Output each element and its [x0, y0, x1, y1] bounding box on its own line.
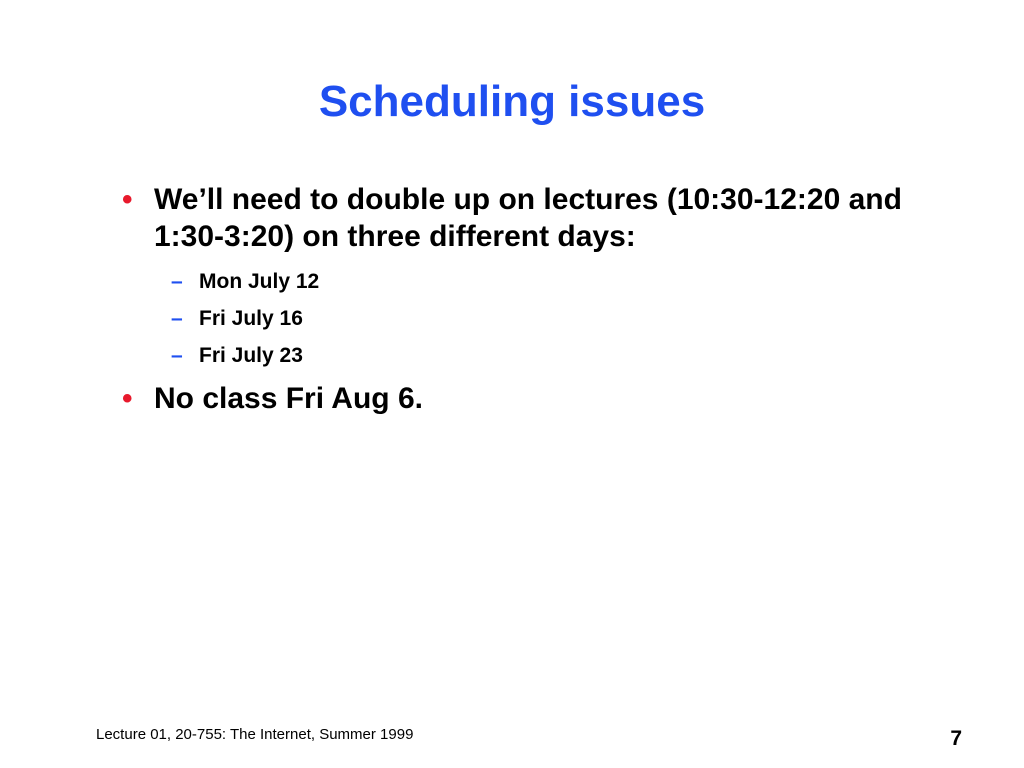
sub-bullet-item [154, 300, 918, 337]
bullet-list [118, 181, 918, 417]
bullet-item [118, 181, 918, 374]
bullet-item [118, 380, 918, 417]
bullet-text: No class Fri Aug 6. [154, 382, 423, 415]
sub-bullet-item [154, 337, 918, 374]
sub-bullet-text: Fri July 16 [199, 307, 303, 330]
sub-bullet-text: Mon July 12 [199, 270, 320, 293]
sub-bullet-item [154, 263, 918, 300]
dash-icon: – [171, 344, 183, 367]
bullet-text: We’ll need to double up on lectures (10:30-12:20 and 1:30-3:20) on three different days: [154, 183, 902, 253]
bullet-dot-icon: • [122, 382, 133, 415]
dash-icon: – [171, 270, 183, 293]
sub-bullet-text: Fri July 23 [199, 344, 303, 367]
slide-title: Scheduling issues [318, 77, 706, 126]
sub-bullet-list [154, 263, 918, 374]
page-number: 7 [950, 727, 962, 750]
slide-footer: Lecture 01, 20-755: The Internet, Summer 1999 [96, 726, 414, 743]
bullet-dot-icon: • [122, 183, 133, 216]
dash-icon: – [171, 307, 183, 330]
